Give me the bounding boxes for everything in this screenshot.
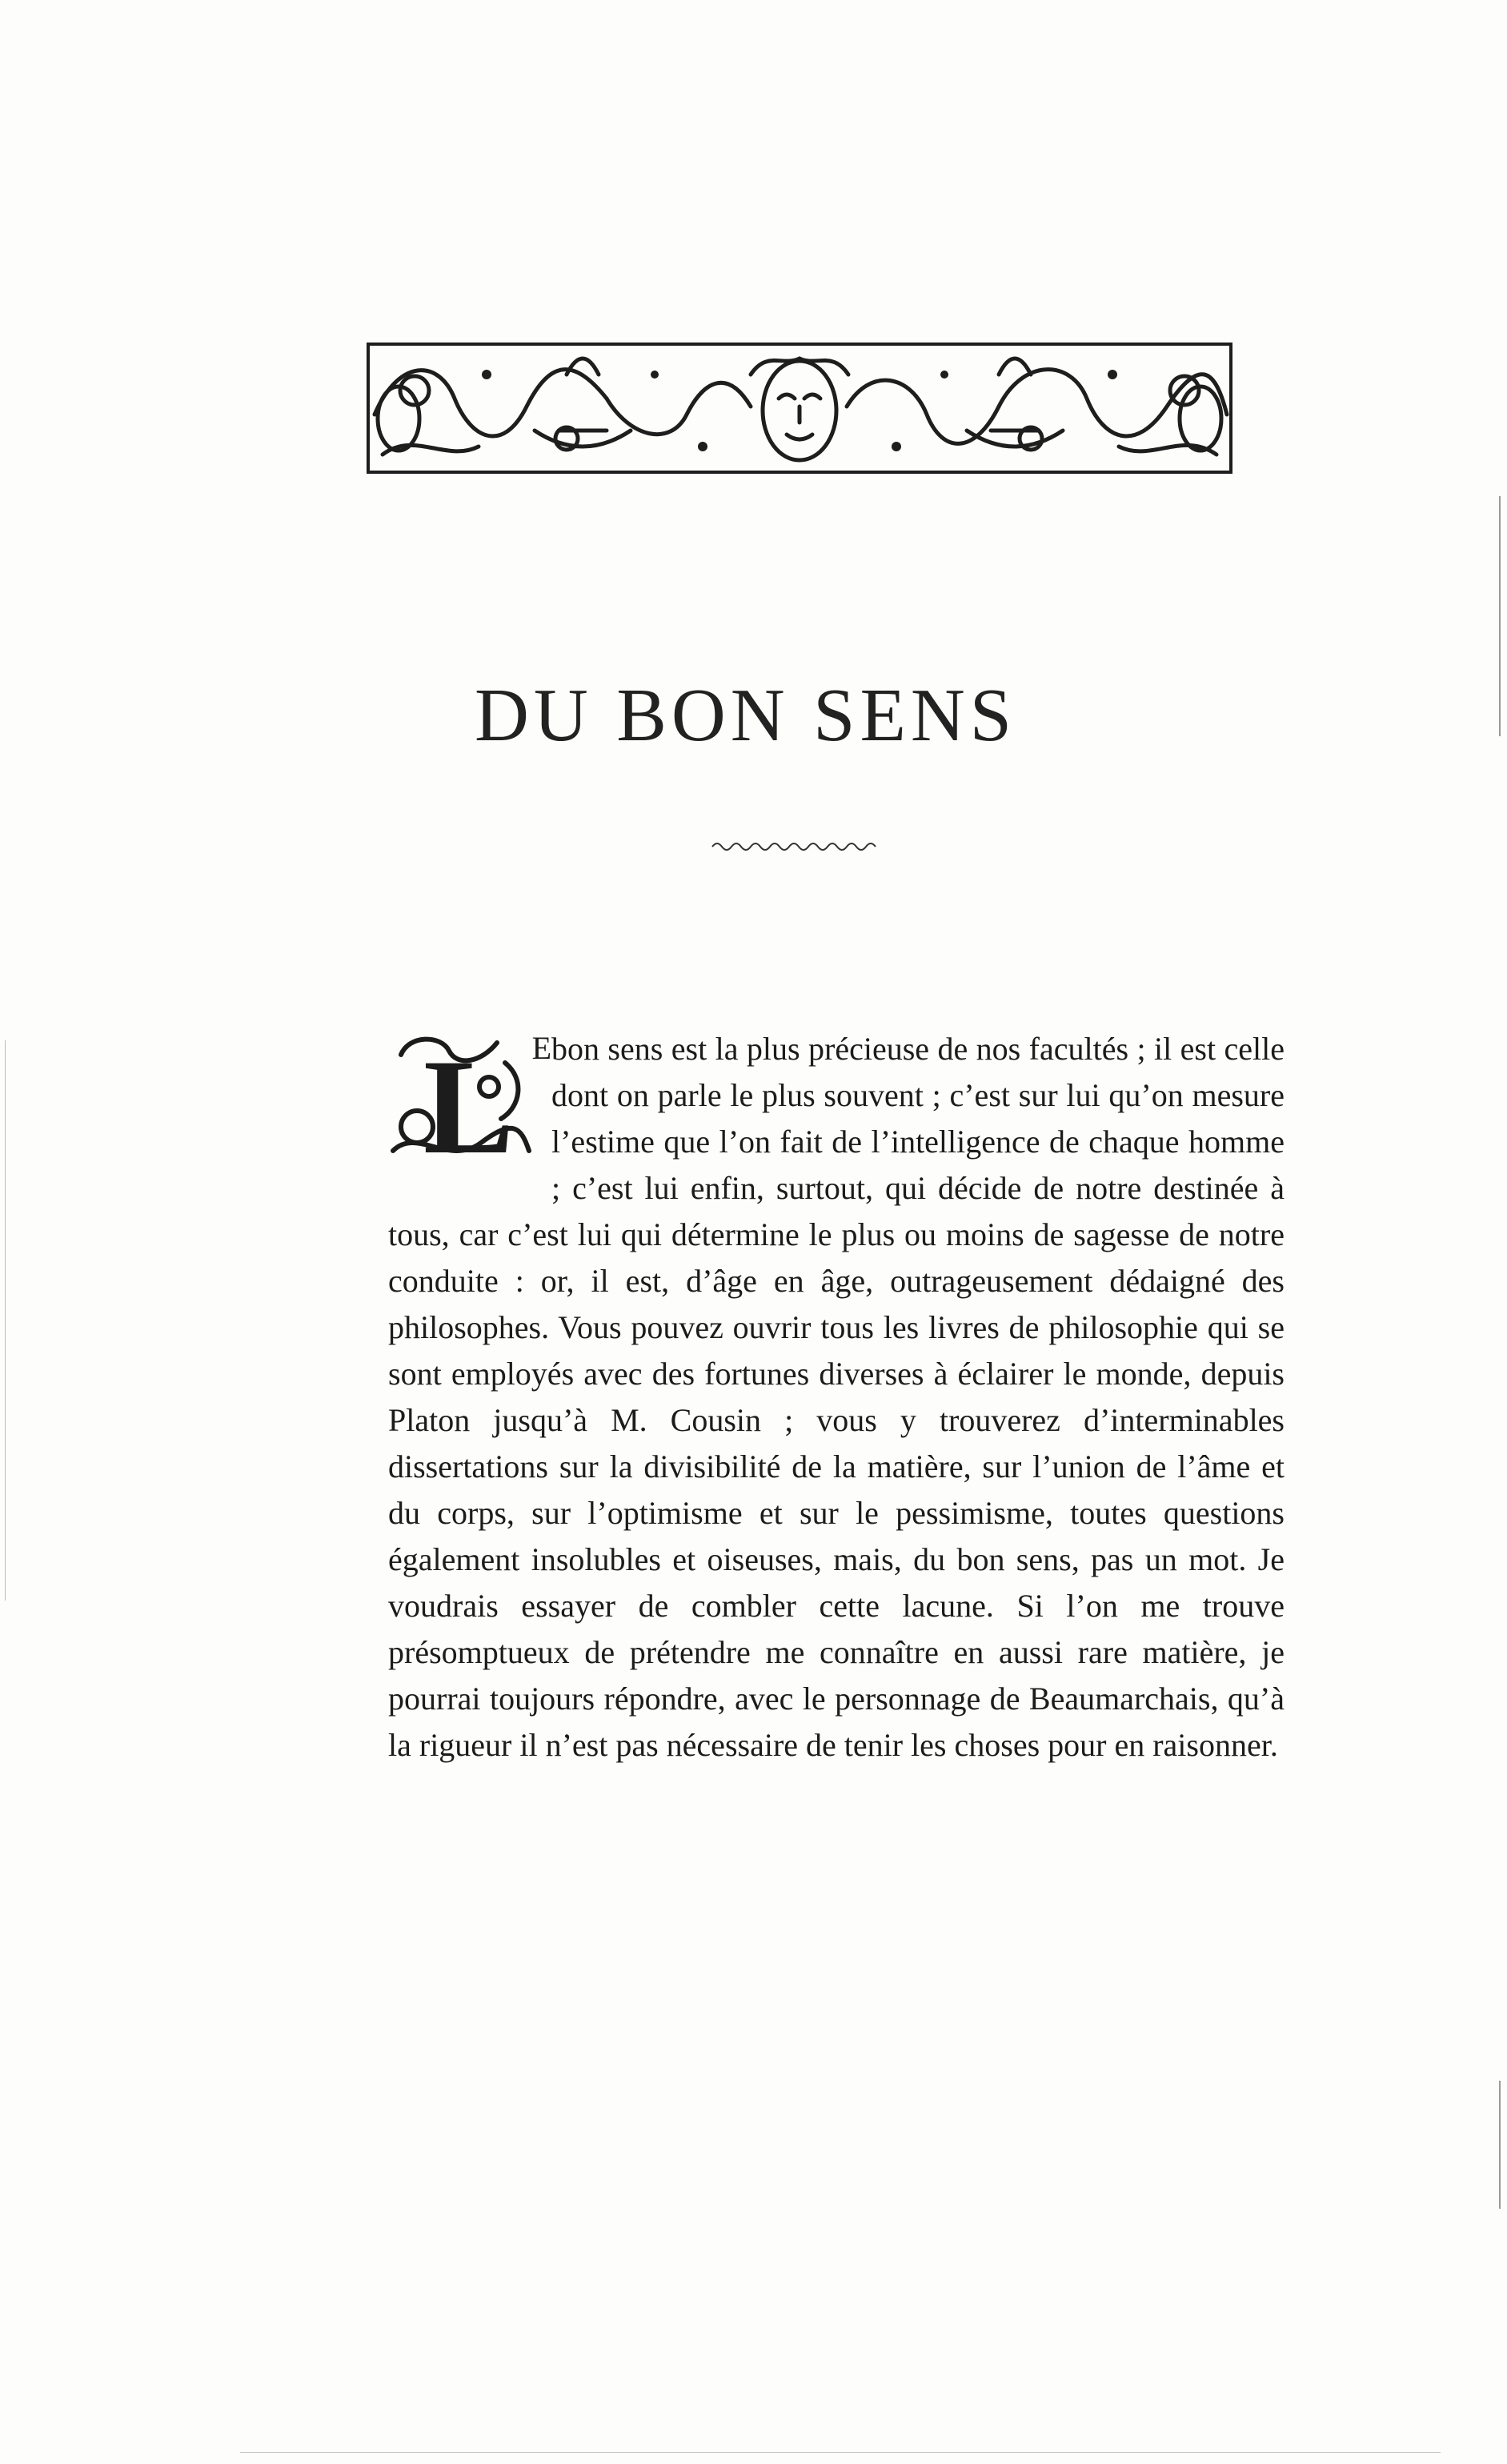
- paragraph-text: bon sens est la plus précieuse de nos facultés ; il est celle dont on parle le plus souvent ; c’est sur lui qu’on mesure l’estime que l’on fait de l’intelligence de chaque homme ; c’est lui enfin, surtout, qui décide de notre destinée à tous, car c’est lui qui détermine le plus ou moins de sagesse de notre conduite : or, il est, d’âge en âge, outrageusement dédaigné des philosophes. Vous pouvez ouvrir tous les livres de philosophie qui se sont employés avec des fortunes diverses à éclairer le monde, depuis Platon jusqu’à M. Cousin ; vous y trouverez d’interminables dissertations sur la divisibilité de la matière, sur l’union de l’âme et du corps, sur l’optimisme et sur le pessimisme, toutes questions également insolubles et oiseuses, mais, du bon sens, pas un mot. Je voudrais essayer de combler cette lacune. Si l’on me trouve présomptueux de prétendre me connaître en aussi rare matière, je pourrai toujours répondre, avec le personnage de Beaumarchais, qu’à la rigueur il n’est pas nécessaire de tenir les choses pour en raisonner.: [388, 1031, 1285, 1763]
- decorated-initial-L-icon: [385, 1031, 535, 1167]
- scan-edge-bottom: [240, 2452, 1441, 2453]
- scan-edge-right-lower: [1499, 2081, 1501, 2209]
- wavy-rule-icon: [711, 839, 879, 855]
- page-title-text: DU BON SENS: [474, 674, 1017, 757]
- floral-grotesque-headpiece-icon: [367, 343, 1232, 474]
- drop-cap: [385, 1030, 551, 1167]
- body-paragraph: [388, 1026, 1285, 1769]
- page-title: [0, 672, 1507, 759]
- drop-cap-letter: L: [423, 1032, 515, 1167]
- scan-edge-left: [5, 1040, 6, 1601]
- drop-cap-continuation: E: [531, 1030, 551, 1066]
